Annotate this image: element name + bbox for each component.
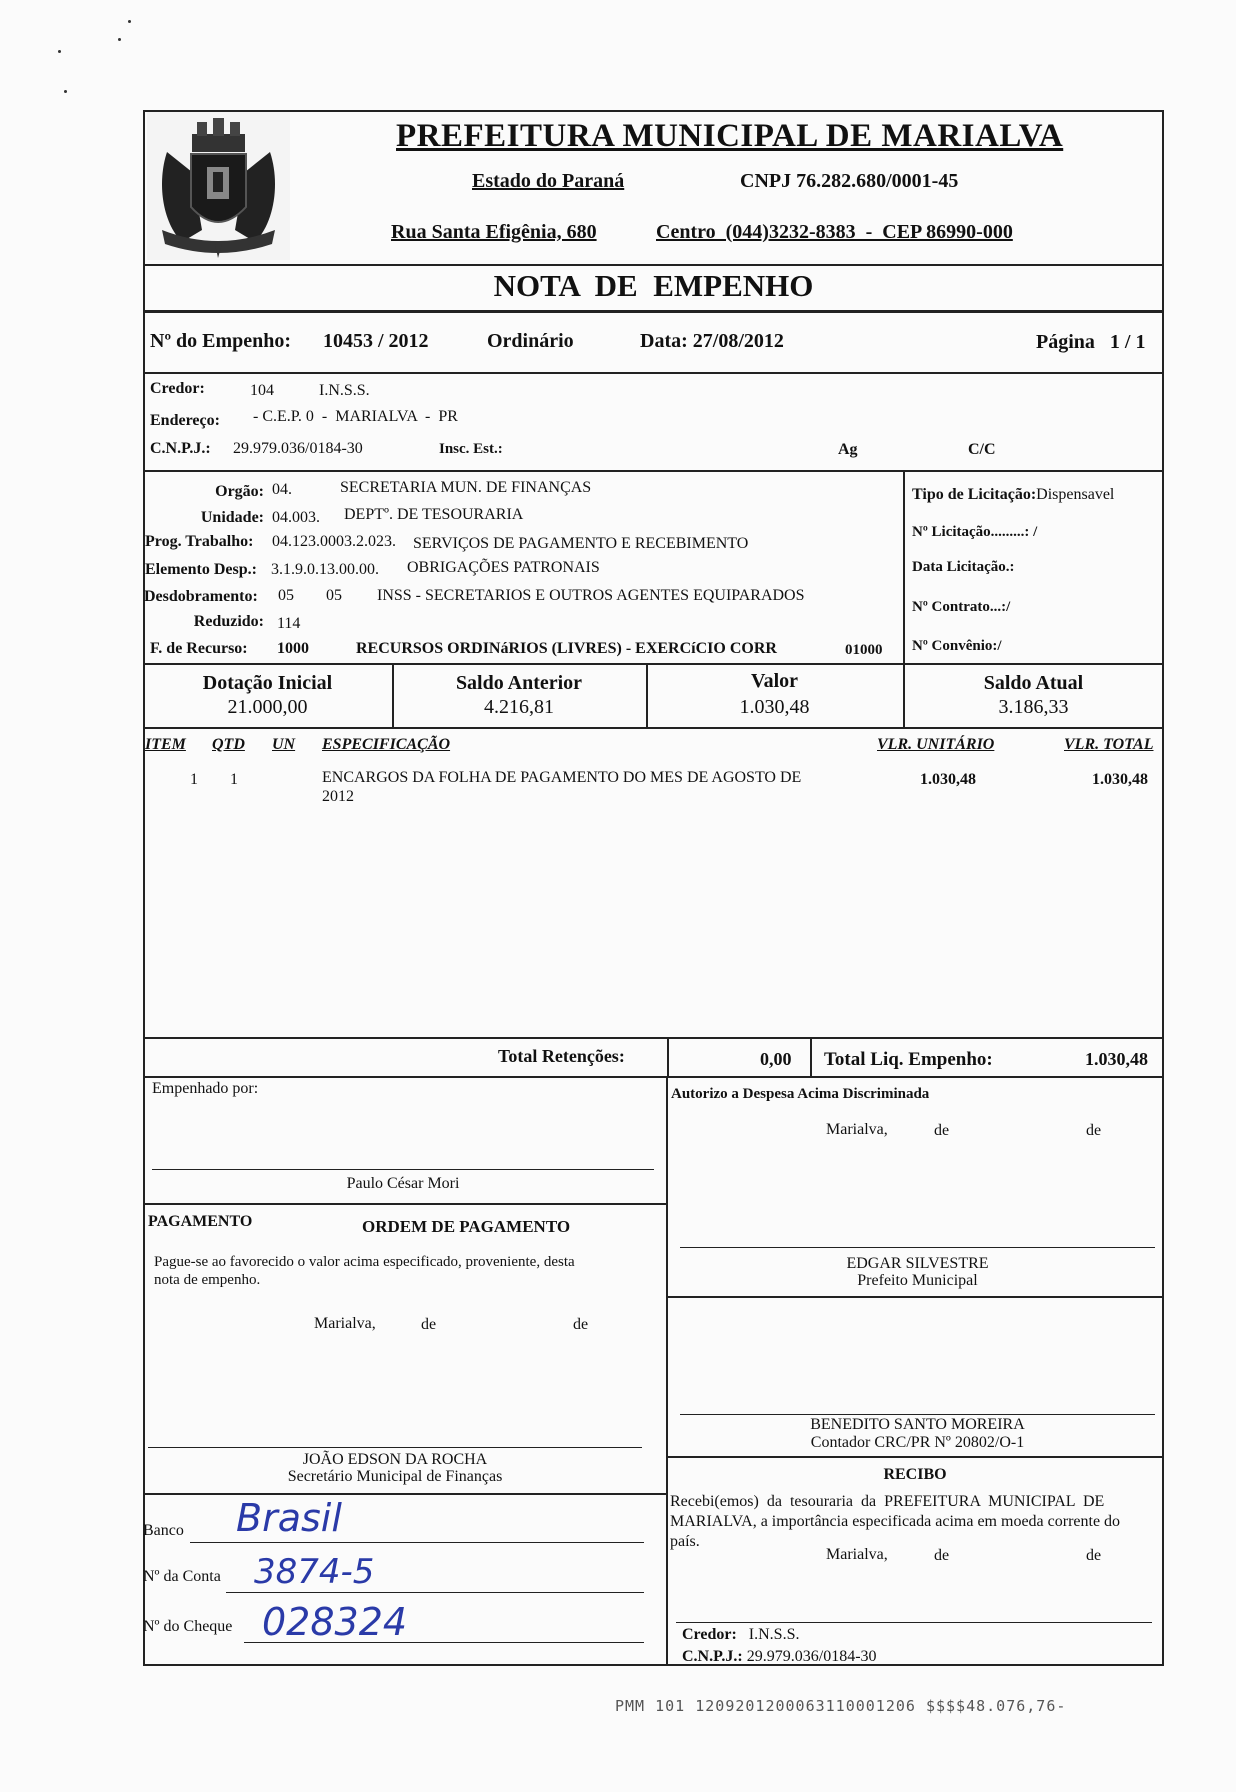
item-qtd: 1 [230, 771, 238, 788]
banco-label: Banco [143, 1522, 184, 1539]
insc-est-label: Insc. Est.: [439, 441, 503, 457]
ag-label: Ag [838, 441, 858, 458]
recibo-text-line-1: Recebi(emos) da tesouraria da PREFEITURA MUNICIPAL DE [670, 1493, 1105, 1510]
orgao-name: SECRETARIA MUN. DE FINANÇAS [340, 479, 592, 496]
divider [143, 264, 1164, 266]
credor-code: 104 [250, 382, 274, 399]
recibo-de-2: de [1086, 1547, 1102, 1564]
item-number: 1 [190, 771, 198, 788]
pagamento-text-line-1: Pague-se ao favorecido o valor acima especificado, proveniente, desta [154, 1254, 575, 1270]
total-retencoes-label: Total Retenções: [498, 1046, 625, 1066]
divider [143, 1076, 1164, 1078]
address-street: Rua Santa Efigênia, 680 [391, 221, 597, 243]
signature-line [680, 1414, 1155, 1415]
valor-value: 1.030,48 [739, 696, 810, 718]
signature-line [148, 1447, 642, 1448]
divider [143, 1203, 666, 1205]
col-qtd: QTD [212, 736, 245, 753]
credor-name: I.N.S.S. [319, 382, 370, 399]
saldo-atual-label: Saldo Atual [983, 672, 1084, 694]
pagamento-text-line-2: nota de empenho. [154, 1272, 261, 1288]
document-title: NOTA DE EMPENHO [493, 268, 814, 303]
tipo-licitacao [912, 486, 1114, 504]
conta-handwritten: 3874-5 [254, 1552, 375, 1592]
prog-code: 04.123.0003.2.023. [272, 533, 396, 550]
desdobramento-code-1: 05 [278, 587, 294, 604]
recibo-credor-value: I.N.S.S. [748, 1626, 800, 1643]
address-contact: Centro (044)3232-8383 - CEP 86990-000 [656, 221, 1013, 243]
item-spec-line-1: ENCARGOS DA FOLHA DE PAGAMENTO DO MES DE AGOSTO DE [322, 769, 802, 786]
empenho-number: 10453 / 2012 [323, 330, 429, 352]
autorizo-label: Autorizo a Despesa Acima Discriminada [671, 1086, 930, 1102]
scan-speck [64, 90, 67, 93]
autorizo-city: Marialva, [826, 1121, 888, 1138]
unidade-label: Unidade: [200, 509, 264, 526]
recibo-cnpj-value: 29.979.036/0184-30 [746, 1648, 877, 1665]
elemento-name: OBRIGAÇÕES PATRONAIS [407, 559, 600, 576]
empenho-date: Data: 27/08/2012 [640, 330, 784, 352]
divider [143, 727, 1164, 729]
prefeito-signer: EDGAR SILVESTRE [846, 1255, 989, 1272]
cc-label: C/C [968, 441, 996, 458]
desdobramento-code-2: 05 [326, 587, 342, 604]
recibo-credor-label: Credor: [682, 1626, 737, 1643]
municipality-title: PREFEITURA MUNICIPAL DE MARIALVA [396, 118, 1064, 154]
conta-label: Nº da Conta [143, 1568, 221, 1585]
divider [810, 1037, 812, 1077]
footer-code: PMM 101 1209201200063110001206 $$$$48.076,76- [615, 1697, 1067, 1715]
desdobramento-label: Desdobramento: [144, 588, 258, 605]
recibo-text-line-3: país. [670, 1533, 700, 1550]
empenhado-signer: Paulo César Mori [346, 1175, 460, 1192]
credor-cnpj: 29.979.036/0184-30 [233, 440, 363, 457]
total-liq-value: 1.030,48 [1085, 1049, 1148, 1069]
unidade-name: DEPTº. DE TESOURARIA [344, 506, 524, 523]
recurso-number: 01000 [845, 642, 883, 658]
divider [143, 663, 1164, 665]
cheque-label: Nº do Cheque [143, 1618, 233, 1635]
reduzido-label: Reduzido: [193, 613, 264, 630]
autorizo-de-1: de [934, 1122, 950, 1139]
saldo-atual-value: 3.186,33 [998, 696, 1069, 718]
divider [143, 1493, 666, 1495]
contador-role: Contador CRC/PR Nº 20802/O-1 [810, 1434, 1025, 1451]
reduzido-value: 114 [277, 615, 301, 632]
secretario-signer: JOÃO EDSON DA ROCHA [302, 1451, 488, 1468]
item-spec-line-2: 2012 [322, 788, 354, 805]
pagamento-label: PAGAMENTO [148, 1213, 253, 1230]
ordem-pagamento-label: ORDEM DE PAGAMENTO [362, 1217, 571, 1236]
dotacao-value: 21.000,00 [227, 696, 308, 718]
item-unit-value: 1.030,48 [920, 771, 976, 788]
recurso-code: 1000 [277, 640, 309, 657]
recibo-de-1: de [934, 1547, 950, 1564]
signature-line [680, 1247, 1155, 1248]
cnpj-header: CNPJ 76.282.680/0001-45 [740, 170, 959, 192]
credor-label: Credor: [150, 380, 205, 397]
divider [666, 1456, 1164, 1458]
recibo-text-line-2: MARIALVA, a importância especificada acima em moeda corrente do [670, 1513, 1121, 1530]
total-retencoes-value: 0,00 [760, 1049, 792, 1069]
numero-contrato: Nº Contrato...:/ [912, 599, 1011, 615]
scan-speck [128, 20, 131, 23]
pagamento-de-1: de [421, 1316, 437, 1333]
col-especificacao: ESPECIFICAÇÃO [322, 736, 451, 753]
divider [143, 470, 1164, 472]
autorizo-de-2: de [1086, 1122, 1102, 1139]
desdobramento-name: INSS - SECRETARIOS E OUTROS AGENTES EQUIPARADOS [377, 587, 805, 604]
scan-speck [118, 38, 121, 41]
signature-line [152, 1169, 654, 1170]
pagamento-city: Marialva, [314, 1315, 376, 1332]
tipo-licitacao-label: Tipo de Licitação: [912, 486, 1037, 503]
prog-name: SERVIÇOS DE PAGAMENTO E RECEBIMENTO [413, 535, 749, 552]
divider [666, 1076, 668, 1666]
divider [903, 470, 905, 663]
address-label: Endereço: [150, 412, 220, 429]
recibo-city: Marialva, [826, 1546, 888, 1563]
signature-line [676, 1622, 1152, 1623]
total-liq-label: Total Liq. Empenho: [824, 1049, 993, 1070]
numero-convenio: Nº Convênio:/ [912, 638, 1002, 654]
col-item: ITEM [145, 736, 186, 753]
recibo-credor [682, 1626, 799, 1644]
empenho-number-label: Nº do Empenho: [150, 330, 292, 352]
recibo-cnpj [682, 1648, 877, 1666]
data-licitacao: Data Licitação.: [912, 559, 1015, 575]
coat-of-arms-logo [147, 112, 290, 260]
cnpj-label: C.N.P.J.: [150, 440, 211, 457]
elemento-label: Elemento Desp.: [145, 561, 257, 578]
saldo-anterior-label: Saldo Anterior [455, 672, 583, 694]
col-vlr-unitario: VLR. UNITÁRIO [877, 736, 995, 753]
elemento-code: 3.1.9.0.13.00.00. [271, 561, 379, 578]
col-un: UN [272, 736, 296, 753]
saldo-anterior-value: 4.216,81 [484, 696, 554, 718]
divider [667, 1037, 669, 1077]
secretario-role: Secretário Municipal de Finanças [287, 1468, 503, 1485]
empenho-type: Ordinário [487, 330, 574, 352]
orgao-label: Orgão: [215, 483, 264, 500]
recurso-name: RECURSOS ORDINáRIOS (LIVRES) - EXERCíCIO CORR [356, 640, 777, 657]
divider [666, 1296, 1164, 1298]
prog-label: Prog. Trabalho: [145, 533, 254, 550]
scan-speck [58, 50, 61, 53]
recibo-cnpj-label: C.N.P.J.: [682, 1648, 743, 1665]
page-indicator: Página 1 / 1 [1036, 331, 1146, 353]
empenhado-label: Empenhado por: [152, 1080, 259, 1097]
pagamento-de-2: de [573, 1316, 589, 1333]
col-vlr-total: VLR. TOTAL [1064, 736, 1154, 753]
banco-line [190, 1542, 644, 1543]
recurso-label: F. de Recurso: [150, 640, 248, 657]
valor-label: Valor [750, 670, 799, 692]
unidade-code: 04.003. [272, 509, 320, 526]
credor-address: - C.E.P. 0 - MARIALVA - PR [253, 408, 458, 425]
contador-signer: BENEDITO SANTO MOREIRA [810, 1416, 1025, 1433]
conta-line [226, 1592, 644, 1593]
dotacao-label: Dotação Inicial [202, 672, 333, 694]
tipo-licitacao-value: Dispensavel [1036, 486, 1115, 503]
cheque-handwritten: 028324 [262, 1600, 408, 1644]
divider [143, 310, 1164, 313]
banco-handwritten: Brasil [236, 1496, 342, 1540]
state-label: Estado do Paraná [472, 170, 625, 192]
recibo-title: RECIBO [883, 1466, 947, 1483]
divider [143, 1037, 1164, 1039]
item-total-value: 1.030,48 [1092, 771, 1148, 788]
prefeito-role: Prefeito Municipal [857, 1272, 978, 1289]
orgao-code: 04. [272, 481, 292, 498]
divider [143, 372, 1164, 374]
numero-licitacao: Nº Licitação.........: / [912, 524, 1038, 540]
